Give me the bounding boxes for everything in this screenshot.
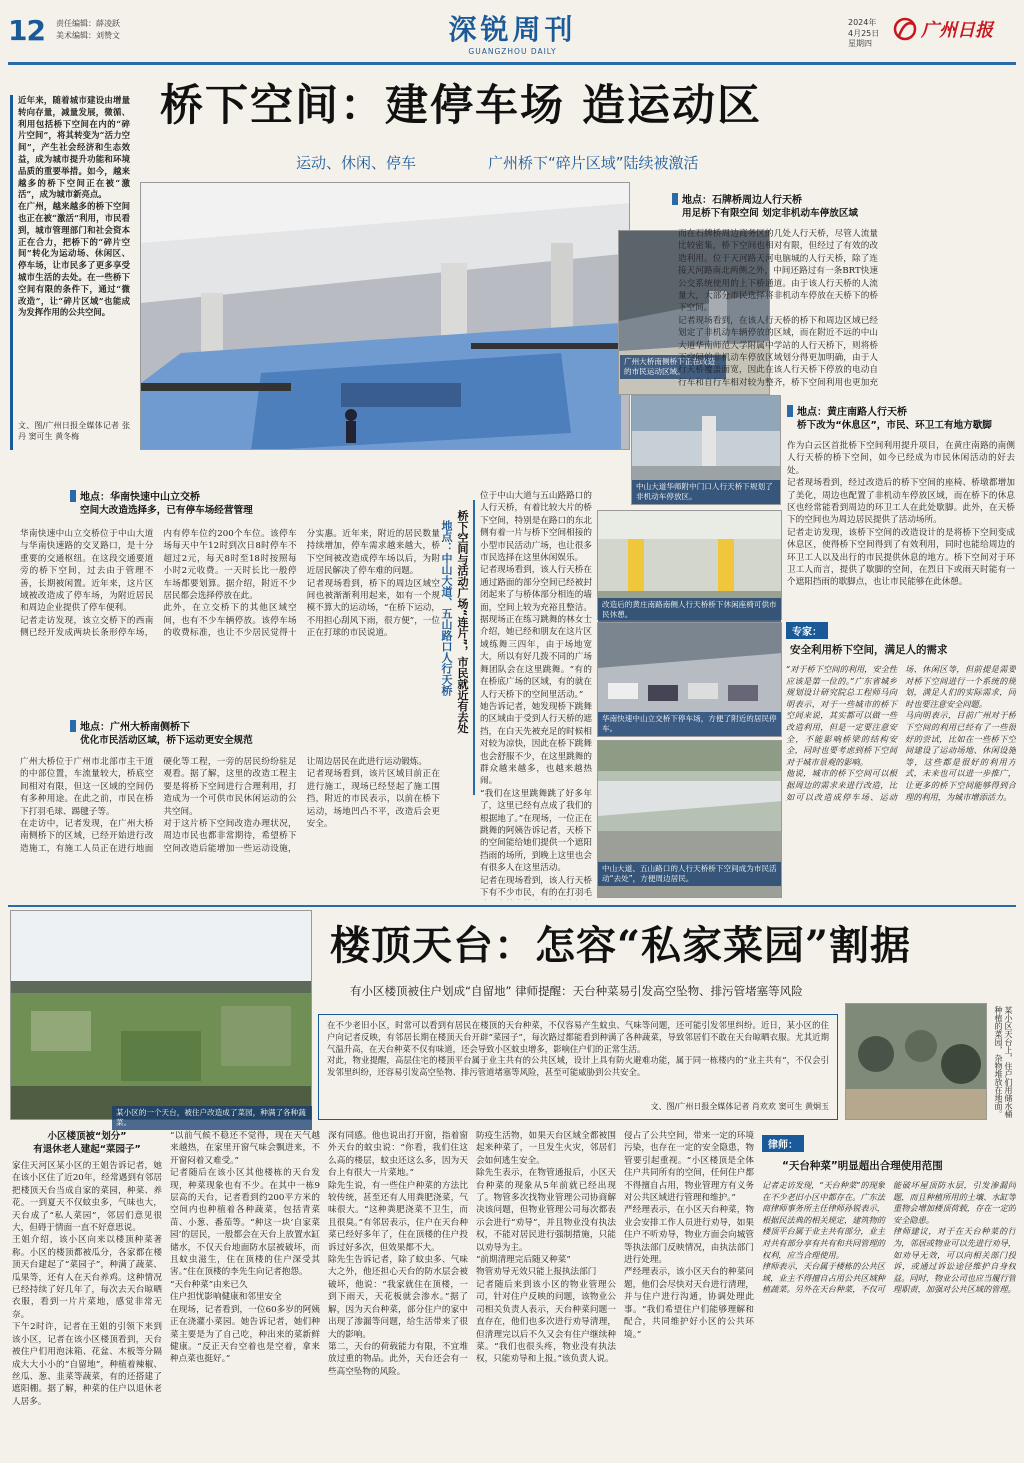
story1-headline: 桥下空间：建停车场 造运动区 (160, 81, 762, 131)
loc3-heading (70, 490, 450, 504)
loc4-heading (70, 720, 450, 734)
col1-head-line2: 有退休老人建起“菜园子” (33, 1144, 141, 1155)
story2-lede-box (318, 1014, 838, 1120)
loc4-subheading: 优化市民活动区域，桥下运动更安全规范 (80, 735, 253, 746)
logo-mark-icon (893, 16, 917, 42)
col5-body: 侵占了公共空间，带来一定的环境污染，也存在一定的安全隐患，物管要引起重视。“小区楼顶是全体住户共同所有的空间，任何住户都不得擅自占用，物业管理方有义务对公共区域进行管理和维护。” 严经理表示，在小区天台种菜，物业会安排工作人员进行劝导，如果住户不听劝导，物业方面会向城管等执法部门反映情况，由执法部门进行处理。 严经理表示，该小区天台的种菜问题，他们会尽快对天台进行清理，并与住户进行沟通，协调处理此事。“我们希望住户们能够理解和配合，共同维护好小区的公共环境。” (624, 1131, 754, 1340)
loc2-marker (787, 405, 793, 417)
date-month-day: 4月25日 (848, 28, 880, 38)
expert-tag: 专家： (786, 622, 828, 639)
loc3-title: 地点：华南快速中山立交桥 (80, 492, 200, 503)
caption-photo4: 华南快速中山立交桥下停车场，方便了附近的居民停车。 (598, 712, 781, 736)
caption-rooftop-right: 某小区天台上，住户们用储水桶种植的菜园，杂物堆放在地面。 (994, 1006, 1013, 1118)
story2-lede: 在不少老旧小区，时常可以看到有居民在楼顶的天台种菜，不仅容易产生蚊虫、气味等问题，还可能引发邻里纠纷。近日，某小区的住户向记者反映，有邻居长期在楼顶天台开辟“菜园子”，每次路过都能看到种满了各种蔬菜，导致邻居们不敢在天台晾晒衣服。尤其近期气温升高，在天台种菜不仅有味道，还会导致小区蚊虫增多，影响住户们的正常生活。 对此，物业提醒，高层住宅的楼顶平台属于业主共有的公共区域，设计上具有防火避难功能，属于同一栋楼内的“业主共有”，不仅会引发邻里纠纷，还容易引发高空坠物、排污管道堵塞等风险，甚至可能威胁到公共安全。 (327, 1020, 829, 1078)
col2-body: “以前气候不稳还不觉得，现在天气越来越热，在家里开窗气味会飘进来，不开窗闷着又难受。” 记者随后在该小区其他楼栋的天台发现，种菜现象也有不少。在其中一栋9层高的天台，记者看到约200平方米的空间内也种植着各种蔬菜，包括青菜苗、小葱、番茄等。“种这一块‘自家菜园’的居民，一般都会在天台上放置水缸储水，不仅天台地面防水层被破坏，而且蚊虫滋生，住在顶楼的住户深受其害。”住在顶楼的李先生向记者抱怨。 “天台种菜”由来已久 住户担忧影响健康和邻里安全 在现场，记者看到，一位60多岁的阿姨正在浇灌小菜园。她告诉记者，她们种菜主要是为了自己吃，种出来的菜新鲜健康。“反正天台空着也是空着，拿来种点菜也挺好。” (170, 1131, 320, 1365)
mid-body: 位于中山大道与五山路路口的人行天桥，有着比较大片的桥下空间，特别是在路口的东北侧有着一片与桥下空间相接的小型市民活动广场，也让很多市民选择在这里休闲娱乐。 记者现场看到，该人行天桥在通过路面的部分空间已经被封闭起来了与桥体部分相连的墙面，空间上较为充裕且整洁。据现场正在练习跳舞的林女士介绍，她已经和朋友在这片区域练舞三四年，由于场地宽大，所以有好几拨不同的广场舞团队会在这里跳舞。“有的在桥底广场的区域，有的就在人行天桥下的空间里活动。” 她告诉记者，她发现桥下跳舞的区域由于受到人行天桥的遮挡，在白天先被充足的时候相对较为凉快，因此在桥下跳舞也会舒服不少，在这里跳舞的群众越来越多，也越来越热闹。 “我们在这里跳舞跳了好多年了，这里已经有点成了我们的根据地了。”在现场，一位正在跳舞的阿姨告诉记者，天桥下的空间能给她们提供一个遮阳挡雨的场所，到晚上这里也会有很多人在这里活动。 记者在现场看到，该人行天桥下有不少市民，有的在打羽毛 (480, 491, 592, 898)
loc1-body-a: 而在石牌桥周边商务区的几处人行天桥，尽管人流量比较密集，桥下空间也相对有限，但经过了有效的改造利用。位于天河路天河电脑城的人行天桥，除了连接天河路南北两侧之外，中间还路过有一条BRT快速公交系统使用的上下桥通道。由于该人行天桥的人流量大，大部分市民选择将非机动车停放在天桥下的桥下空间。 记者现场看到，在该人行天桥的桥下和周边区域已经划定了非机动车辆停放的区域，而在附近不远的中山大道华南师范大学附属中学站的人行天桥下，则将桥下空间的非机动车停放区域划分得更加明确，由于人行天桥覆盖面宽，因此在该人行天桥下停放的电动自行车和自行车相对较为整齐，桥下空间利用也更加充 (678, 229, 878, 388)
story-divider (8, 905, 1016, 907)
loc3-marker (70, 490, 76, 502)
story2-headline: 楼顶天台：怎容“私家菜园”割据 (330, 922, 912, 969)
page-number: 12 (8, 14, 45, 47)
story1-subhead-right: 广州桥下“碎片区域”陆续被激活 (488, 154, 699, 172)
caption-photo2: 中山大道华师附中门口人行天桥下规划了非机动车停放区。 (632, 480, 780, 504)
caption-rooftop-left: 某小区的一个天台，被住户改造成了菜园，种满了各种蔬菜。 (112, 1106, 312, 1130)
mid-vertical-rule (473, 500, 475, 795)
expert-body: “对于桥下空间的利用，安全性应该是第一位的。”广东省城乡规划设计研究院总工程师马向明表示，对于一些城市的桥下空间来说，其实都可以做一些改造利用，但是一定要注意安全，不能影响桥梁的结构安全，同时也要考虑到桥下空间对于城市景观的影响。 他说，城市的桥下空间可以根据周边的需求来进行改造，比如可以改造成停车场、运动场、休闲区等，但前提是需要对桥下空间进行一个系统的规划，满足人们的实际需求，同时也要注意安全问题。 马向明表示，目前广州对于桥下空间的利用已经有了一些很好的尝试，比如在一些桥下空间建设了运动场地、休闲设施等，这些都是很好的利用方式，未来也可以进一步推广，让更多的桥下空间能够得到合理的利用，为城市增添活力。 (786, 664, 1016, 802)
lawyer-headline: “天台种菜”明显超出合理使用范围 (782, 1160, 943, 1172)
story1-lede (10, 95, 130, 450)
rooftop-garden-left-photo (10, 910, 312, 1120)
loc3-body: 华南快速中山立交桥位于中山大道与华南快速路的交叉路口，是十分重要的交通枢纽。在这段交通要道旁的桥下空间，过去由于管理不善，长期被闲置。近年来，这片区域被改造成了停车场，为附近居民和周边企业提供了停车便利。 记者走访发现，该立交桥下的西南侧已经开发成两块长条形停车场，内有停车位约200个车位。该停车场每天中午12时到次日8时停车不超过2元，每天8时至18时按照每小时2元收费。一天时长比一般停车场都要划算。据介绍，附近不少居民都会选择停放在此。 此外，在立交桥下的其他区域空间，也有不少车辆停放。该停车场的收费标准，也让不少居民觉得十分实惠。近年来，附近的居民数量持续增加，停车需求越来越大，桥下空间被改造成停车场以后，为附近居民解决了停车难的问题。 记者现场看到，桥下的周边区域空间也被渐渐利用起来，如有一个规模不算大的运动场，“在桥下运动，不用担心刮风下雨，很方便”，一位正在打球的市民说道。 (20, 529, 440, 639)
story1-subhead-left: 运动、休闲、停车 (296, 154, 417, 172)
date-weekday: 星期四 (848, 39, 872, 48)
editor-line: 责任编辑：薛凌跃 (56, 19, 120, 28)
paper-name: 广州日报 (921, 20, 993, 41)
lede-text: 近年来，随着城市建设由增量转向存量，减量发展，微循、利用包括桥下空间在内的“碎片空间”，将其转变为“活力空间”，产生社会经济和生态效益，成为城市提升功能和环境品质的重要举措。如今，越来越多的桥下空间正在被“激活”，成为城市新亮点。 在广州，越来越多的桥下空间也正在被“激活”利用，市民看到，城市管理部门和社会资本正在合力，把桥下的“碎片空间”转化为运动场、休闲区、停车场，让市民多了更多享受城市生活的去处。在一些桥下空间有限的条件下，通过“微改造”，让“碎片区域”也能成为发挥作用的公共空间。 (18, 95, 130, 318)
caption-photo3: 改造后的黄庄南路南侧人行天桥桥下休闲座椅可供市民休憩。 (598, 598, 781, 622)
main-photo-sports-field (140, 182, 630, 450)
col3-body: 深有同感。他也说出打开窗，指着窗外天台的蚊虫说：“你看，我们住这么高的楼层，蚊虫还这么多，因为天台上有很大一片菜地。” 除先生说，有一些住户种菜的方法比较传统，甚至还有人用粪肥浇菜，气味很大。“这种粪肥浇菜不卫生，而且很臭。”有邻居表示，住户在天台种菜已经好多年了，住在顶楼的住户投诉过好多次，但效果都不大。 除先生告诉记者，除了蚊虫多、气味大之外，他还担心天台的防水层会被破坏，他说：“我家就住在顶楼，一到下雨天，天花板就会渗水。”据了解，因为天台种菜，部分住户的家中出现了渗漏等问题，给生活带来了很大的影响。 第二，天台的荷载能力有限，不宜堆放过重的物品。此外，天台还会有一些高空坠物的风险。 (328, 1131, 468, 1377)
expert-headline: 安全利用桥下空间，满足人的需求 (790, 644, 948, 656)
bridge-underside-image (141, 183, 630, 450)
rooftop-garden-right-photo (845, 1003, 987, 1120)
loc2-heading (787, 405, 1012, 419)
story2-byline: 文、图/广州日报全媒体记者 肖欢欢 窦可生 黄炯玉 (650, 1102, 829, 1111)
section-title: 深锐周刊 (448, 13, 577, 46)
issue-date (848, 18, 879, 50)
loc4-title: 地点：广州大桥南侧桥下 (80, 722, 190, 733)
caption-focus-photo: 广州大桥南侧桥下正在改造的市民运动区域。 (620, 355, 726, 379)
section-subtitle: GUANGZHOU DAILY (468, 47, 557, 56)
loc1-subheading: 用足桥下有限空间 划定非机动车停放区域 (682, 208, 859, 219)
date-year: 2024年 (848, 18, 877, 27)
editor-line: 美术编辑：刘赞文 (56, 31, 120, 40)
paper-logo (893, 14, 1017, 44)
loc4-marker (70, 720, 76, 732)
loc1-title: 地点：石牌桥周边人行天桥 (682, 195, 802, 206)
col4-body: 防疫生活物，如果天台区域全都被围起来种菜了，一旦发生火灾，邻居们会如何逃生安全。 除先生表示，在物管通报后，小区天台种菜的现象从5年前就已经出现了。物管多次找物业管理公司协商解决该问题，但物业管理公司每次都表示会进行“劝导”，并且物业没有执法权，不能对居民进行强制措施，只能以劝导为主。 “前期清理完后随又种菜” 物管劝导无效只能上报执法部门 记者随后来到该小区的物业管理公司，针对住户反映的问题，该物业公司相关负责人表示，天台种菜问题一直存在，他们也多次进行劝导清理，但清理完以后不久又会有住户继续种菜。“我们也很头疼，物业没有执法权，只能劝导和上报。”该负责人说。 (476, 1131, 616, 1365)
expert-block (786, 620, 1016, 900)
loc1-heading (672, 193, 1002, 207)
story2-subhead: 有小区楼顶被住户划成“自留地” 律师提醒：天台种菜易引发高空坠物、排污管堵塞等风险 (350, 984, 803, 998)
caption-photo5: 中山大道、五山路口的人行天桥桥下空间成为市民活动“去处”，方便周边居民。 (598, 862, 781, 886)
mid-vertical-title: 桥下空间与活动广场“连片”，市民就近有去处 (456, 510, 469, 734)
lawyer-body: 记者走访发现，“天台种菜”的现象在不少老旧小区中都存在。广东法商律师事务所主任律师孙锐表示，根据民法典的相关规定，建筑物的楼顶平台属于业主共有部分，业主对共有部分享有共有和共同管理的权利，应当合理使用。 律师表示，天台属于楼栋的公共区域，业主不得擅自占用公共区域种植蔬菜。另外在天台种菜，不仅可能破坏屋顶防水层，引发渗漏问题，而且种植所用的土壤、水缸等重物会增加楼顶荷载，存在一定的安全隐患。 律师建议，对于在天台种菜的行为，邻居或物业可以先进行劝导，如劝导无效，可以向相关部门投诉，或通过诉讼途径维护自身权益。同时，物业公司也应当履行管理职责，加强对公共区域的管理。 (762, 1180, 1016, 1295)
loc2-body: 作为白云区首批桥下空间利用提升项目，在黄庄南路的南侧人行天桥的桥下空间，如今已经成为市民休闲活动的好去处。 记者现场看到，经过改造后的桥下空间的座椅、桥墩都增加了美化，周边也配置了非机动车停放区域，而在桥下的休息区也经常能看到周边的环卫工人在此处歇脚。此外，在天桥下的空间也为周边居民提供了活动场所。 记者走访发现，该桥下空间的改造设计的是将桥下空间变成休息区，使得桥下空间得到了有效利用，同时也能给周边的环卫工人以及出行的市民提供休息的地方。桥下空间对于环卫工人而言，提供了歇脚的空间，在烈日下或雨天时能有一个遮阳挡雨的歇脚点，也让市民能够在此休憩。 (787, 441, 1015, 588)
loc1-marker (672, 193, 678, 205)
story1-byline: 文、图/广州日报全媒体记者 张丹 窦可生 黄冬梅 (18, 421, 130, 441)
col1-head-line1: 小区楼顶被“划分” (47, 1131, 127, 1142)
rooftop-right-image (846, 1004, 987, 1120)
rooftop-left-image (11, 911, 312, 1120)
loc1-body-b (884, 228, 1014, 388)
loc2-title: 地点：黄庄南路人行天桥 (797, 407, 907, 418)
loc4-body: 广州大桥位于广州市北部市主干道的中部位置，车流量较大，桥底空间相对有限，但这一区域的空间仍有多种用途。在此之前，市民在桥下打羽毛球、踢毽子等。 在走访中，记者发现，在广州大桥南侧桥下的区域，已经开始进行改造施工，有施工人员正在进行地面硬化等工程，一旁的居民纷纷驻足观看。据了解，这里的改造工程主要是将桥下空间进行合理利用，打造成为一个可供市民休闲运动的公共空间。 对于这片桥下空间改造办理状况，周边市民也都非常期待，希望桥下空间改造后能增加一些运动设施，让周边居民在此进行运动锻炼。 记者现场看到，该片区域目前正在进行施工，现场已经竖起了施工围挡，附近的市民表示，以前在桥下运动，场地凹凸不平，改造后会更安全。 (20, 757, 440, 854)
editor-credits (56, 18, 120, 42)
col1-body: 家住天河区某小区的王姐告诉记者，她在该小区住了近20年，经常遇到有邻居把楼顶天台当成自家的菜园，种菜、养花。一到夏天不仅蚊虫多，气味也大，天台成了“私人菜园”，邻居们意见很大，但碍于情面一直不好意思说。 王姐介绍，该小区向来以楼顶种菜著称。小区的楼顶都被瓜分，各家都在楼顶天台建起了“菜园子”，种满了蔬菜、瓜果等，还有人在天台养鸡。这种情况已经持续了好几年了，每次去天台晾晒衣服，看到一片片菜地，感觉非常无奈。 下午2时许，记者在王姐的引领下来到该小区，记者在该小区楼顶看到，天台被住户们用泡沫箱、花盆、木板等分隔成大大小小的“自留地”，种植着辣椒、丝瓜、葱、韭菜等蔬菜，有的还搭建了遮阳棚。据了解，种菜的住户以退休老人居多。 (12, 1161, 162, 1407)
mid-vertical-location: 地点：中山大道、五山路口人行天桥 (440, 520, 453, 696)
loc2-subheading: 桥下改为“休息区”，市民、环卫工有地方歇脚 (797, 420, 992, 431)
lawyer-block (762, 1133, 1016, 1458)
col1-head (12, 1130, 162, 1156)
loc3-subheading: 空间大改造选择多，已有停车场经营管理 (80, 505, 253, 516)
lawyer-tag: 律师： (762, 1135, 804, 1152)
masthead-rule (8, 62, 1016, 65)
